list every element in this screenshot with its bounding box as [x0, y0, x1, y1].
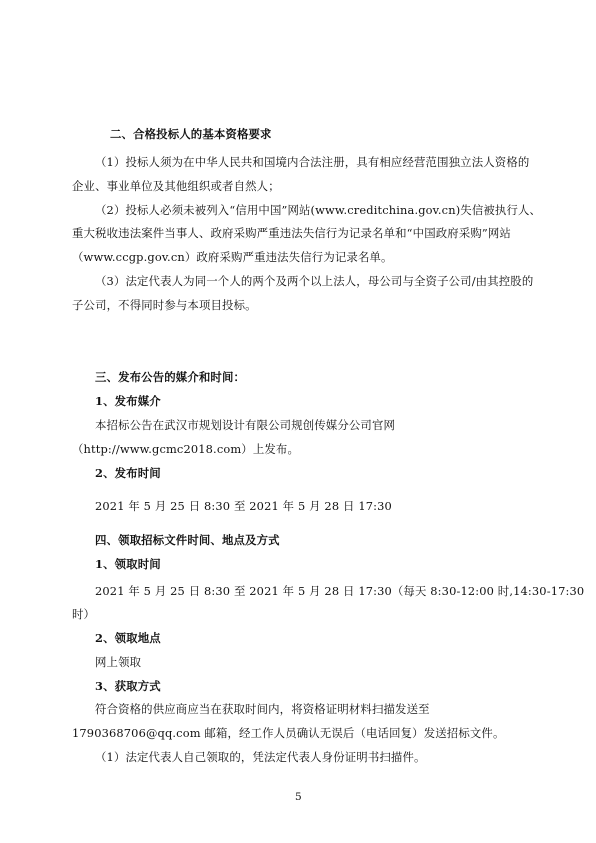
collection-place-heading: 2、领取地点	[95, 631, 161, 645]
qualification-item-2-line-2: 重大税收违法案件当事人、政府采购严重违法失信行为记录名单和“中国政府采购”网站	[72, 226, 511, 240]
qualification-item-1-line-1: （1）投标人须为在中华人民共和国境内合法注册，具有相应经营范围独立法人资格的	[95, 155, 530, 169]
page-number: 5	[295, 791, 302, 803]
section-heading-qualification: 二、合格投标人的基本资格要求	[110, 127, 272, 141]
publication-media-line-2: （http://www.gcmc2018.com）上发布。	[72, 442, 300, 456]
qualification-item-2-line-1: （2）投标人必须未被列入“信用中国”网站(www.creditchina.gov.cn)失信被执行人、	[95, 203, 542, 217]
section-heading-publication: 三、发布公告的媒介和时间：	[95, 370, 246, 384]
collection-time-line-1: 2021 年 5 月 25 日 8:30 至 2021 年 5 月 28 日 17:30（每天 8:30-12:00 时,14:30-17:30	[95, 584, 585, 598]
collection-method-line-3: （1）法定代表人自己领取的，凭法定代表人身份证明书扫描件。	[95, 750, 426, 764]
collection-method-heading: 3、获取方式	[95, 679, 161, 693]
qualification-item-1-line-2: 企业、事业单位及其他组织或者自然人；	[72, 179, 280, 193]
collection-time-line-2: 时）	[72, 607, 96, 621]
collection-method-line-2: 1790368706@qq.com 邮箱，经工作人员确认无误后（电话回复）发送招标文件。	[72, 726, 505, 740]
publication-time-text: 2021 年 5 月 25 日 8:30 至 2021 年 5 月 28 日 17:30	[95, 499, 392, 513]
section-heading-collection: 四、领取招标文件时间、地点及方式	[95, 533, 280, 547]
qualification-item-3-line-2: 子公司，不得同时参与本项目投标。	[72, 298, 257, 312]
collection-method-line-1: 符合资格的供应商应当在获取时间内，将资格证明材料扫描发送至	[95, 702, 430, 716]
publication-media-heading: 1、发布媒介	[95, 394, 161, 408]
collection-time-heading: 1、领取时间	[95, 557, 161, 571]
qualification-item-2-line-3: （www.ccgp.gov.cn）政府采购严重违法失信行为记录名单。	[72, 250, 393, 264]
qualification-item-3-line-1: （3）法定代表人为同一个人的两个及两个以上法人，母公司与全资子公司/由其控股的	[95, 274, 534, 288]
publication-media-line-1: 本招标公告在武汉市规划设计有限公司规创传媒分公司官网	[95, 418, 396, 432]
collection-place-text: 网上领取	[95, 655, 142, 669]
publication-time-heading: 2、发布时间	[95, 466, 161, 480]
